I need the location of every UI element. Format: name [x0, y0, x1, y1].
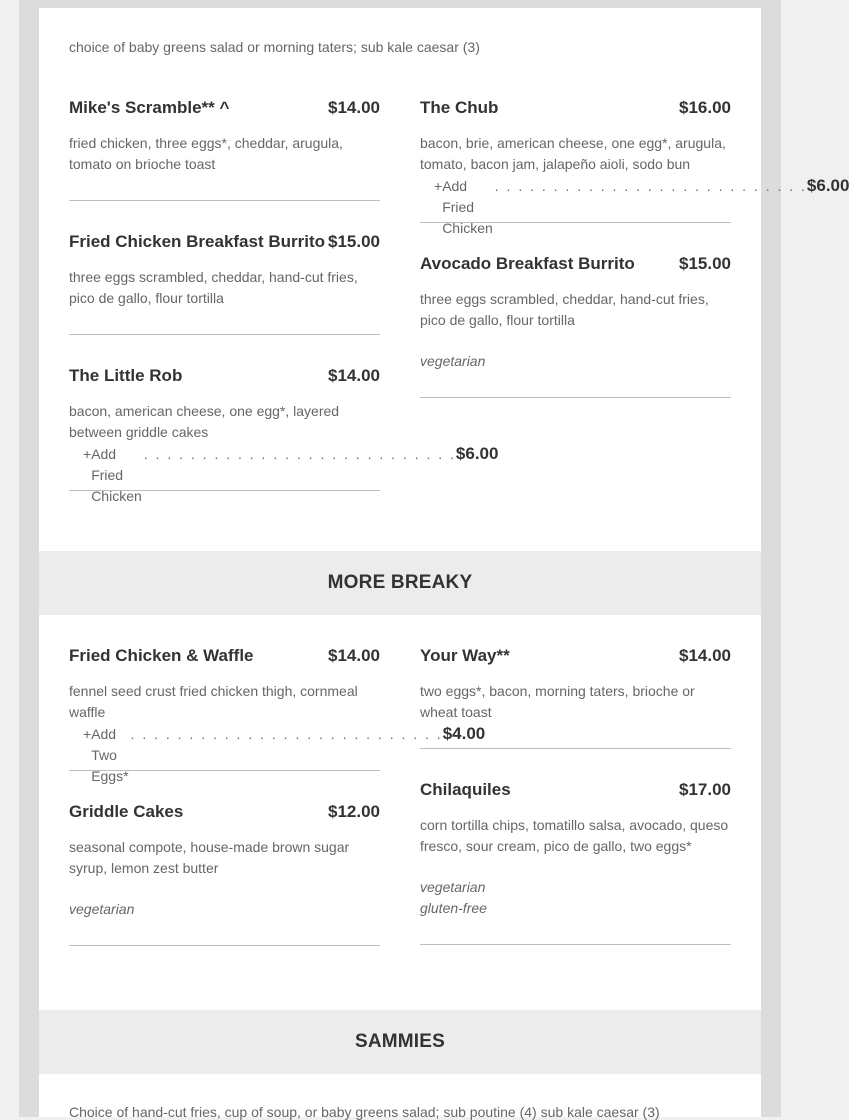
section-header-sammies: [39, 1010, 761, 1074]
diet-tags: [420, 351, 731, 372]
item-price: $17.00: [679, 780, 731, 799]
item-description: fennel seed crust fried chicken thigh, cornmeal waffle: [69, 683, 358, 720]
more-breaky-right-column: [420, 641, 731, 945]
item-name: Fried Chicken & Waffle: [69, 646, 254, 665]
section-title: MORE BREAKY: [327, 572, 473, 593]
item-description: seasonal compote, house-made brown sugar syrup, lemon zest butter: [69, 839, 350, 876]
item-price: $16.00: [679, 98, 731, 117]
diet-tags: [420, 877, 731, 919]
item-name: Your Way**: [420, 646, 510, 665]
diet-tags: [69, 899, 380, 920]
addon-price: $6.00: [455, 444, 499, 463]
item-name: Avocado Breakfast Burrito: [420, 254, 635, 273]
item-description: bacon, brie, american cheese, one egg*, arugula, tomato, bacon jam, jalapeño aioli, sodo bun: [420, 135, 726, 172]
item-name: Chilaquiles: [420, 780, 511, 799]
dot-leader: . . . . . . . . . . . . . . . . . . . . . . . . . . .: [143, 446, 456, 462]
dot-leader: . . . . . . . . . . . . . . . . . . . . . . . . . . .: [494, 178, 807, 194]
menu-item: [69, 93, 380, 201]
item-description: three eggs scrambled, cheddar, hand-cut fries, pico de gallo, flour tortilla: [420, 291, 709, 328]
addon-price: $6.00: [806, 176, 849, 195]
addon-label: Add Fried Chicken: [91, 446, 142, 504]
section-title: SAMMIES: [354, 1031, 446, 1052]
addon-label: Add Fried Chicken: [442, 178, 493, 236]
menu-item: [420, 775, 731, 945]
breakfast-right-column: [420, 93, 849, 398]
item-price: $14.00: [328, 98, 380, 117]
menu-item: [420, 641, 731, 749]
sammies-note: Choice of hand-cut fries, cup of soup, or baby greens salad; sub poutine (4) sub kale caesar (3): [69, 1104, 660, 1120]
plus-icon: +: [434, 178, 443, 194]
plus-icon: +: [83, 726, 92, 742]
item-price: $14.00: [328, 646, 380, 665]
section-header-more-breaky: [39, 551, 761, 615]
breakfast-note: choice of baby greens salad or morning taters; sub kale caesar (3): [69, 39, 480, 55]
addon-price: $4.00: [442, 724, 486, 743]
menu-item: [420, 93, 849, 236]
item-name: The Little Rob: [69, 366, 183, 385]
item-name: The Chub: [420, 98, 499, 117]
item-description: fried chicken, three eggs*, cheddar, arugula, tomato on brioche toast: [69, 135, 343, 172]
plus-icon: +: [83, 446, 92, 462]
item-price: $15.00: [679, 254, 731, 273]
item-description: bacon, american cheese, one egg*, layered between griddle cakes: [69, 403, 340, 440]
menu-item: [420, 249, 731, 398]
item-price: $14.00: [679, 646, 731, 665]
item-price: $12.00: [328, 802, 380, 821]
item-price: $15.00: [328, 232, 380, 251]
tag-vegetarian: vegetarian: [420, 353, 486, 369]
item-description: three eggs scrambled, cheddar, hand-cut fries, pico de gallo, flour tortilla: [69, 269, 358, 306]
addon-row: [420, 175, 849, 236]
item-description: two eggs*, bacon, morning taters, brioche or wheat toast: [420, 683, 695, 720]
tag-vegetarian: vegetarian: [69, 901, 135, 917]
addon-row: [69, 723, 486, 784]
addon-label: Add Two Eggs*: [91, 726, 129, 784]
menu-item: [69, 797, 380, 946]
item-name: Griddle Cakes: [69, 802, 184, 821]
addon-row: [69, 443, 499, 504]
menu-item: [69, 227, 380, 335]
item-description: corn tortilla chips, tomatillo salsa, avocado, queso fresco, sour cream, pico de gallo, two eggs*: [420, 817, 729, 854]
item-name: Mike's Scramble** ^: [69, 98, 230, 117]
dot-leader: . . . . . . . . . . . . . . . . . . . . . . . . . . .: [130, 726, 443, 742]
tag-gluten-free: gluten-free: [420, 900, 487, 916]
tag-vegetarian: vegetarian: [420, 879, 486, 895]
item-price: $14.00: [328, 366, 380, 385]
item-name: Fried Chicken Breakfast Burrito: [69, 232, 326, 251]
